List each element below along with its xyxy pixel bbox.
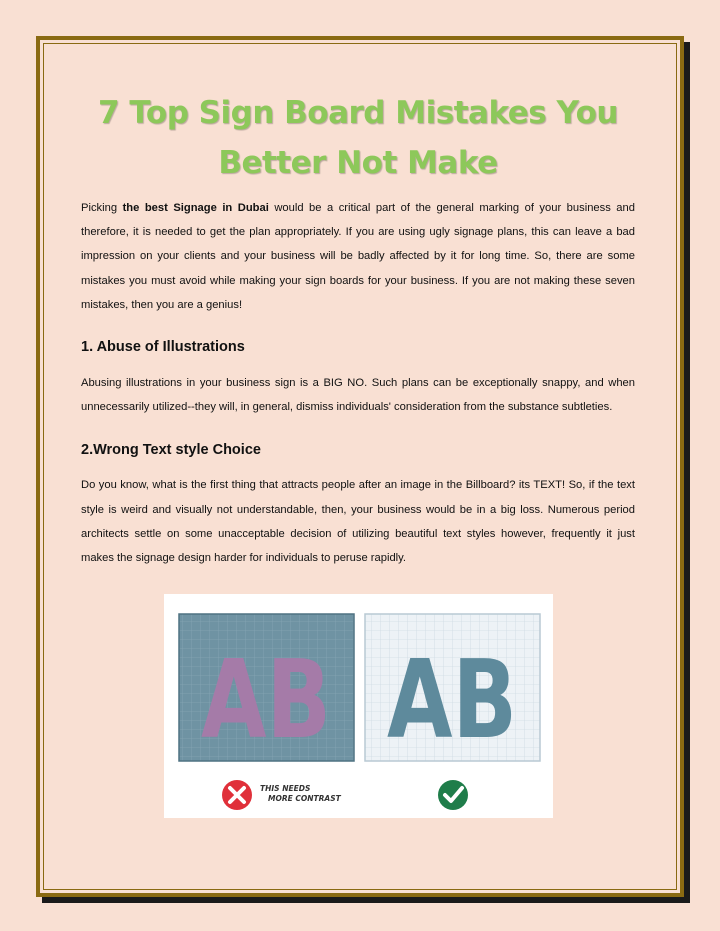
checkmark-icon xyxy=(438,780,468,810)
intro-paragraph xyxy=(81,196,635,317)
contrast-note xyxy=(260,784,342,803)
contrast-illustration xyxy=(164,594,553,818)
contrast-note-line-1: THIS NEEDS xyxy=(260,784,311,793)
intro-rest: would be a critical part of the general marking of your business and therefore, it is needed to get the plan appropriately. If you are using ugly signage plans, this can leave a bad impression on your clients and your business will be badly affected by it for long time. So, there are some mistakes you must avoid while making your sign boards for your business. If you are not making these seven mistakes, then you are a genius! xyxy=(81,202,635,311)
section-body-abuse: Abusing illustrations in your business sign is a BIG NO. Such plans can be exceptionally snappy, and when unnecessarily utilized--they will, in general, dismiss individuals' consideration from the substance subtleties. xyxy=(81,377,635,414)
title-line-1: 7 Top Sign Board Mistakes You xyxy=(98,95,618,131)
section-body-text-style: Do you know, what is the first thing that attracts people after an image in the Billboard? its TEXT! So, if the text style is weird and visually not understandable, then, your business would be in a big loss. Numerous period architects settle on some unacceptable decision of utilizing beautiful text styles however, frequently it just makes the signage design harder for individuals to peruse rapidly. xyxy=(81,479,635,565)
good-example-panel xyxy=(365,614,540,763)
section-heading-abuse: 1. Abuse of Illustrations xyxy=(81,339,245,356)
bad-example-letters: AB xyxy=(201,638,331,763)
cross-icon xyxy=(222,780,252,810)
document-content xyxy=(81,88,635,570)
document-title xyxy=(81,88,635,188)
section-heading-text-style: 2.Wrong Text style Choice xyxy=(81,442,261,459)
good-example-letters: AB xyxy=(387,638,517,763)
contrast-note-line-2: MORE CONTRAST xyxy=(268,794,341,803)
title-line-2: Better Not Make xyxy=(218,145,498,181)
intro-bold-link-text: the best Signage in Dubai xyxy=(122,202,269,214)
intro-lead: Picking xyxy=(81,202,123,214)
bad-example-panel xyxy=(179,614,354,763)
